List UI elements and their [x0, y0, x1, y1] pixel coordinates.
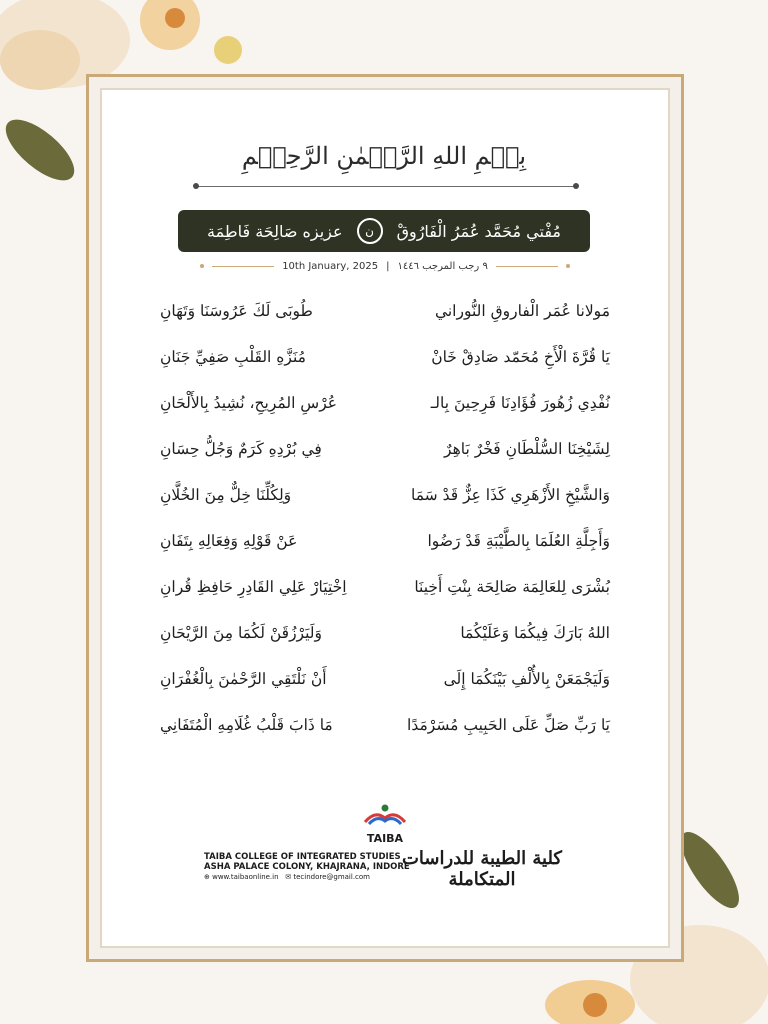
verse-first-half: نُفْدِي زُهُورَ فُؤَادِنَا فَرِحِينَ بِالـ — [430, 394, 610, 412]
verse-second-half: وَلِكُلِّنَا خِلٌّ مِنَ الخُلَّانِ — [160, 486, 292, 504]
verse — [160, 288, 610, 334]
date-gregorian: 10th January, 2025 — [282, 260, 379, 272]
globe-icon: ⊕ — [204, 873, 210, 881]
verse-first-half: اللهُ بَارَكَ فِيكُمَا وَعَلَيْكُمَا — [460, 624, 610, 642]
date-hijri: ٩ رجب المرجب ١٤٤٦ — [397, 260, 488, 272]
names-banner — [178, 210, 590, 252]
verse-first-half: وَلَيَجْمَعَنْ بِالأُلْفِ بَيْنَكُمَا إِلَى — [443, 670, 610, 688]
verse-first-half: وَالشَّيْخِ الأَزْهَرِي كَذَا عِزٌّ قَدْ سَمَا — [411, 486, 610, 504]
date-line — [200, 258, 570, 274]
verse — [160, 564, 610, 610]
verse-first-half: وَأَجِلَّةِ العُلَمَا بِالطَّيْبَةِ قَدْ رَضُوا — [427, 532, 610, 550]
verse-second-half: مُنَزَّهِ القَلْبِ صَفِيِّ جَنَانِ — [160, 348, 306, 366]
groom-name: مُفْتي مُحَمَّد عُمَرُ الْفَارُوقْ — [396, 221, 561, 241]
verse-first-half: مَولانا عُمَر الْفاروقِ النُّوراني — [434, 302, 610, 320]
college-name-arabic: كلية الطيبة للدراسات المتكاملة — [401, 848, 562, 890]
college-info — [204, 852, 410, 881]
verse — [160, 610, 610, 656]
taiba-logo — [357, 804, 413, 845]
verse-first-half: لِشَيْخِنَا السُّلْطَانِ فَخْرٌ بَاهِرٌ — [444, 440, 610, 458]
verse-second-half: عُرْسِ المُرِيحِ، نُشِيدُ بِالأَلْحَانِ — [160, 394, 338, 412]
verse-second-half: طُوبَى لَكَ عَرُوسَنَا وَتَهَانِ — [160, 302, 313, 320]
verse-second-half: أَنْ نَلْتَقِي الرَّحْمٰنَ بِالْغُفْرَانِ — [160, 670, 327, 688]
verse-second-half: وَلَيَرْزُقَنْ لَكُمَا مِنَ الرَّيْحَانِ — [160, 624, 322, 642]
verse-second-half: اِخْتِيَارْ عَلِي القَادِرِ حَافِظِ قُرانِ — [160, 578, 347, 596]
verse — [160, 426, 610, 472]
verse — [160, 334, 610, 380]
verse — [160, 656, 610, 702]
book-logo-icon — [357, 804, 413, 826]
verse-second-half: عَنْ قَوْلِهِ وَفِعَالِهِ بِتَفَانِ — [160, 532, 298, 550]
website-link[interactable]: www.taibaonline.in — [212, 873, 279, 881]
logo-text: TAIBA — [366, 832, 404, 845]
verse-first-half: يَا قُرَّةَ الْأَخِ مُحَمّد صَادِقْ خَانْ — [431, 348, 610, 366]
email-icon: ✉ — [285, 873, 292, 881]
divider-rule — [196, 186, 576, 187]
college-name: TAIBA COLLEGE OF INTEGRATED STUDIES — [204, 852, 401, 862]
verse-first-half: يَا رَبِّ صَلِّ عَلَى الحَبِيبِ مُسَرْمَدًا — [407, 716, 610, 734]
verse — [160, 518, 610, 564]
email-link[interactable]: tecindore@gmail.com — [293, 873, 370, 881]
bismillah-heading: بِسۡمِ اللهِ الرَّحۡمٰنِ الرَّحِيۡمِ — [241, 142, 527, 170]
college-address: ASHA PALACE COLONY, KHAJRANA, INDORE — [204, 862, 410, 872]
date-separator: | — [386, 260, 390, 272]
verse-second-half: مَا ذَابَ قَلْبُ غُلَامِهِ الْمُتَفَانِي — [160, 716, 333, 734]
verse — [160, 380, 610, 426]
verse — [160, 702, 610, 748]
poem — [160, 288, 610, 748]
bride-name: عزيزه صَالِحَة فَاطِمَة — [207, 221, 343, 241]
verse — [160, 472, 610, 518]
verse-first-half: بُشْرَى لِلعَالِمَة صَالِحَة بِنْتِ أَخِينَا — [414, 578, 610, 596]
verse-second-half: فِي بُرْدِهِ كَرَمٌ وَجُلُّ حِسَانِ — [160, 440, 322, 458]
ring-icon: ن — [357, 218, 383, 244]
